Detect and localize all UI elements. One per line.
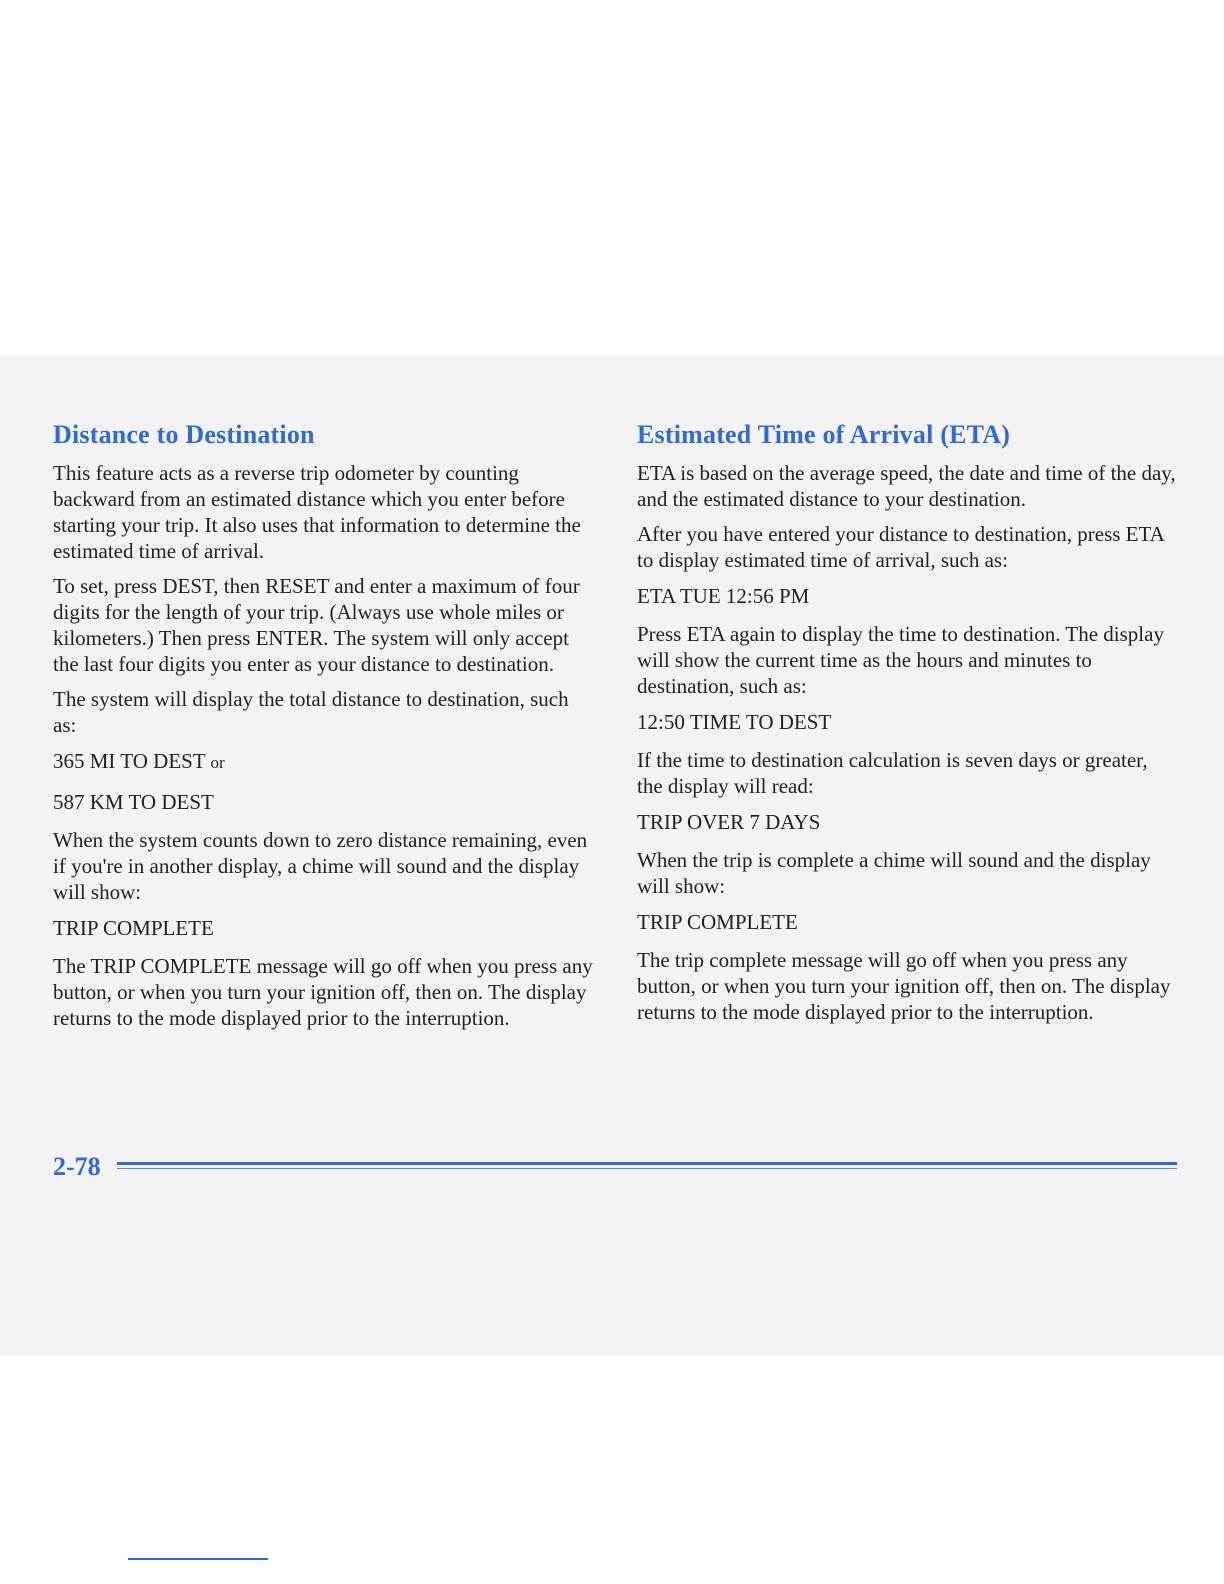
display-example: 12:50 TIME TO DEST — [637, 710, 832, 734]
paragraph: When the system counts down to zero distance remaining, even if you're in another display, a chime will sound and the display will show: — [53, 828, 588, 904]
paragraph: Press ETA again to display the time to destination. The display will show the current time as the hours and minutes to destination, such as: — [637, 622, 1164, 698]
paragraph: When the trip is complete a chime will sound and the display will show: — [637, 848, 1151, 898]
display-text: 365 MI TO DEST — [53, 749, 206, 773]
footer-rule-thin — [117, 1168, 1177, 1169]
bottom-divider — [128, 1558, 268, 1560]
display-example — [53, 747, 593, 777]
section-heading-eta: Estimated Time of Arrival (ETA) — [637, 420, 1011, 449]
section-heading-distance: Distance to Destination — [53, 420, 315, 449]
footer-rule — [117, 1162, 1177, 1165]
paragraph: This feature acts as a reverse trip odometer by counting backward from an estimated distance which you enter before starting your trip. It also uses that information to determine the estimated time of arrival. — [53, 461, 581, 563]
paragraph: If the time to destination calculation is seven days or greater, the display will read: — [637, 748, 1148, 798]
page-number: 2-78 — [53, 1152, 101, 1181]
display-example: ETA TUE 12:56 PM — [637, 584, 810, 608]
page-footer — [53, 1152, 1177, 1188]
eta-section — [637, 420, 1177, 1034]
paragraph: The system will display the total distance to destination, such as: — [53, 687, 569, 737]
display-example: TRIP COMPLETE — [53, 916, 214, 940]
display-example: TRIP COMPLETE — [637, 910, 798, 934]
paragraph: The trip complete message will go off when you press any button, or when you turn your ignition off, then on. The display returns to the mode displayed prior to the interruption. — [637, 948, 1171, 1024]
paragraph: After you have entered your distance to destination, press ETA to display estimated time of arrival, such as: — [637, 522, 1164, 572]
paragraph: To set, press DEST, then RESET and enter a maximum of four digits for the length of your trip. (Always use whole miles or kilometers.) Then press ENTER. The system will only accept the last four digits you enter as your distance to destination. — [53, 574, 580, 676]
paragraph: The TRIP COMPLETE message will go off when you press any button, or when you turn your ignition off, then on. The display returns to the mode displayed prior to the interruption. — [53, 954, 593, 1030]
display-example: 587 KM TO DEST — [53, 790, 214, 814]
paragraph: ETA is based on the average speed, the date and time of the day, and the estimated distance to your destination. — [637, 461, 1176, 511]
distance-to-destination-section — [53, 420, 593, 1040]
display-example: TRIP OVER 7 DAYS — [637, 810, 821, 834]
or-text: or — [210, 753, 225, 772]
